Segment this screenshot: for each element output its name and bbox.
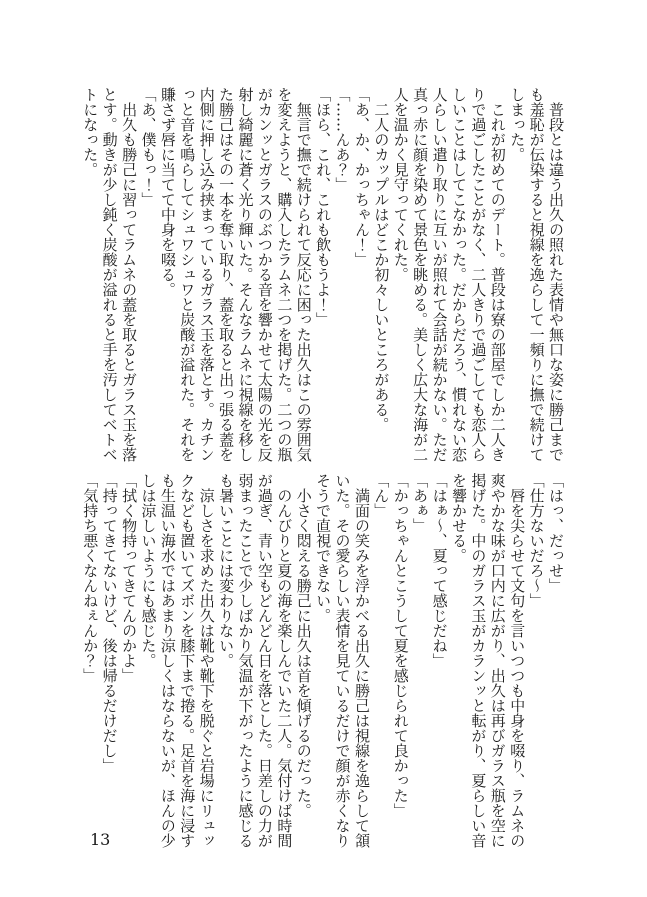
paragraph: のんびりと夏の海を楽しんでいた二人。気付けば時間が過ぎ、青い空もどんどん日を落とした。日差しの力が弱まったことで少しばかり気温が下がったように感じるも暑いことには変わりない。 bbox=[217, 473, 294, 848]
paragraph: 満面の笑みを浮かべる出久に勝己は視線を逸らして頷いた。その愛らしい表情を見ているだけで顔が赤くなりそうで直視できない。 bbox=[314, 473, 371, 848]
paragraph: 出久も勝己に習ってラムネの蓋を取るとガラス玉を落とす。動きが少し鈍く炭酸が溢れると手を汚してベトベトになった。 bbox=[81, 87, 139, 462]
paragraph: 「あ、僕もっ！」 bbox=[139, 87, 158, 207]
paragraph: 「あぁ」 bbox=[411, 473, 430, 533]
paragraph: 無言で撫で続けられて反応に困った出久はこの雰囲気を変えようと、購入したラムネ二つを掲げた。二つの瓶がカンッとガラスのぶつかる音を響かせて太陽の光を反射し綺麗に蒼く光り輝いた。そんなラムネに視線を移した勝己はその一本を奪い取り、蓋を取ると出っ張る蓋を内側に押し込み挟まっているガラス玉を落とす。カチンっと音を鳴らしてシュワシュワと炭酸が溢れた。それを賺さず唇に当てて中身を啜る。 bbox=[158, 87, 313, 462]
paragraph: 「ほら、これ、これも飲もうよ！」 bbox=[314, 87, 333, 327]
paragraph: 二人のカップルはどこか初々しいところがある。 bbox=[372, 87, 391, 432]
paragraph: 「……んあ？」 bbox=[333, 87, 352, 192]
paragraph: これが初めてのデート。普段は寮の部屋でしか二人きりで過ごしたことがなく、二人きりで過ごしても恋人らしいことはしてこなかった。だからだろう、慣れない恋人らしい遣り取りに互いが照れて会話が続かない。ただ真っ赤に顔を染めて景色を眺める。美しく広大な海が二人を温かく見守ってくれた。 bbox=[391, 87, 507, 462]
paragraph: 「かっちゃんとこうして夏を感じられて良かった」 bbox=[391, 473, 410, 818]
paragraph: 涼しさを求めた出久は靴や靴下を脱ぐと岩場にリュックなども置いてズボンを膝下まで捲る。足首を海に浸すも生温い海水ではあまり涼しくはならないが、ほんの少しは涼しいようにも感じた。 bbox=[139, 473, 216, 848]
paragraph: 唇を尖らせて文句を言いつつも中身を啜り、ラムネの爽やかな味が口内に広がり、出久は再びガラス瓶を空に掲げた。中のガラス玉がカランッと転がり、夏らしい音を響かせる。 bbox=[449, 473, 527, 848]
paragraph: 普段とは違う出久の照れた表情や無口な姿に勝己までも羞恥が伝染すると視線を逸らして一頻りに撫で続けてしまった。 bbox=[508, 87, 565, 462]
paragraph: 「持ってきてないけど、後は帰るだけだし」 bbox=[100, 473, 119, 773]
text-block-top bbox=[80, 87, 565, 464]
text-block-bottom bbox=[80, 473, 565, 850]
paragraph: 小さく悶える勝己に出久は首を傾げるのだった。 bbox=[294, 473, 313, 818]
paragraph: 「はぁ〜、夏って感じだね」 bbox=[430, 473, 449, 668]
paragraph: 「気持ち悪くなんねぇんか？」 bbox=[81, 473, 100, 683]
paragraph: 「はっ、だっせ」 bbox=[547, 473, 565, 593]
paragraph: 「ん」 bbox=[372, 473, 391, 518]
paragraph: 「仕方ないだろ〜」 bbox=[527, 473, 546, 608]
paragraph: 「あ、か、かっちゃん！」 bbox=[352, 87, 371, 267]
paragraph: 「拭く物持ってきてんのかよ」 bbox=[120, 473, 139, 683]
page-number: 13 bbox=[90, 830, 111, 849]
